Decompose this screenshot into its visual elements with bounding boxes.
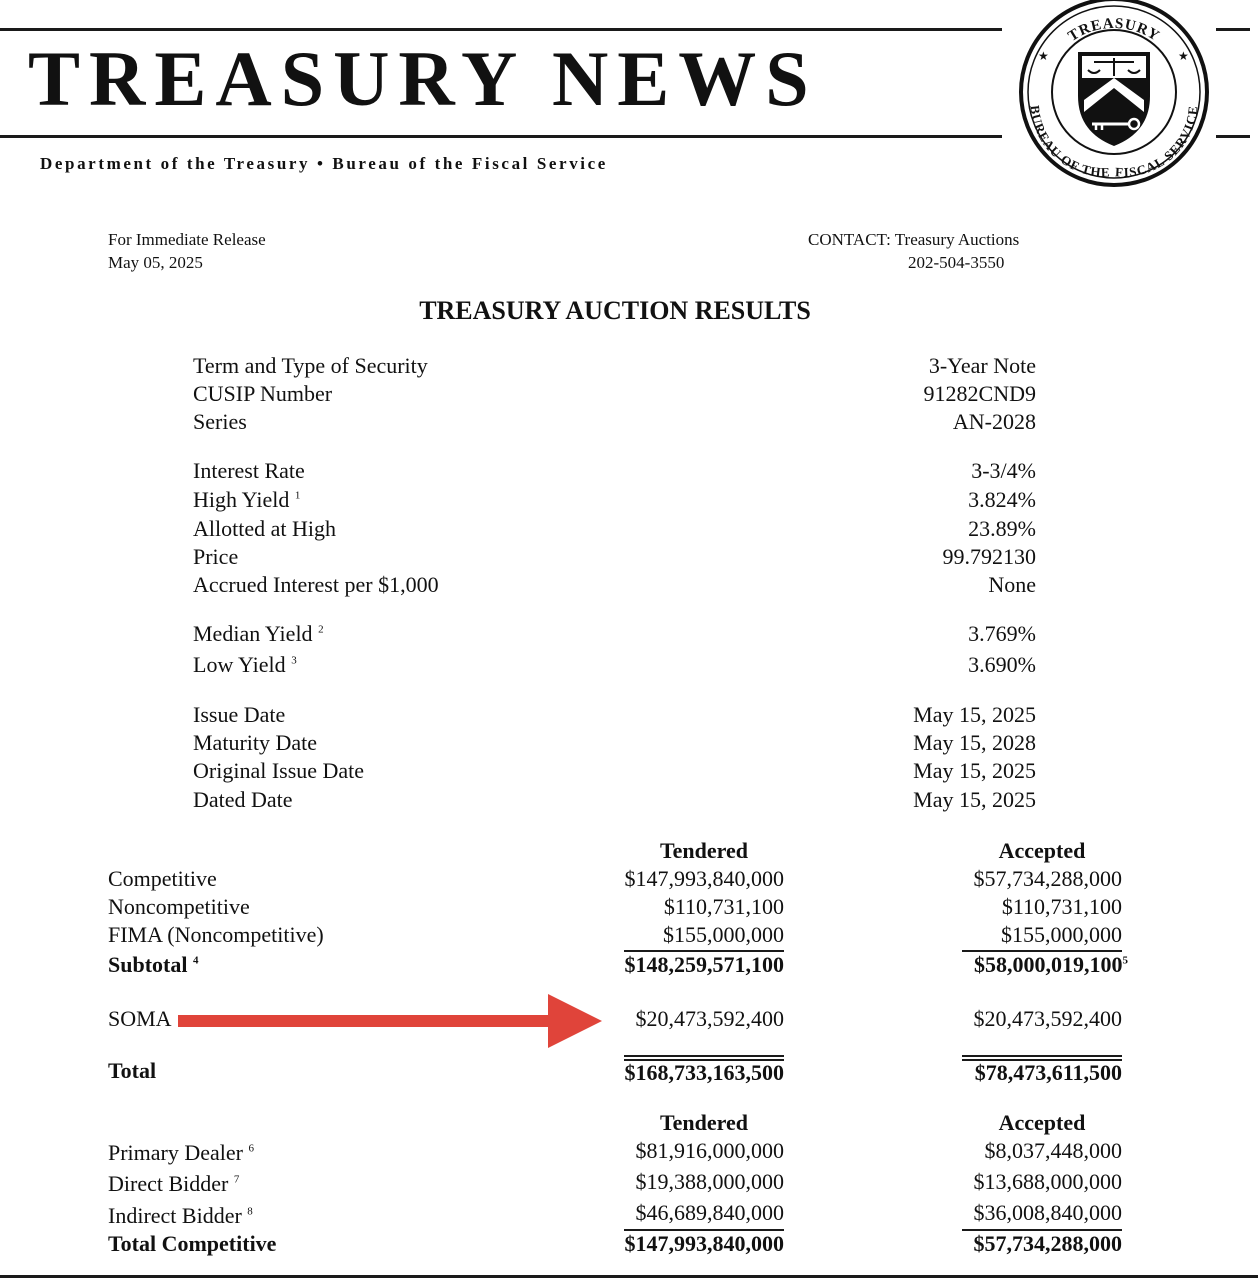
footnote-marker: 2 (318, 623, 324, 636)
tendered-value: $147,993,840,000 (624, 866, 784, 891)
release-line: For Immediate Release (108, 230, 266, 249)
accepted-value: $57,734,288,000 (973, 1231, 1122, 1256)
accepted-value: $36,008,840,000 (973, 1200, 1122, 1225)
table-row-label: Total Competitive (108, 1231, 277, 1256)
detail-label: Maturity Date (193, 730, 318, 755)
detail-value: 99.792130 (942, 544, 1036, 569)
footnote-marker: 5 (1122, 954, 1128, 967)
detail-value: May 15, 2025 (913, 787, 1036, 812)
detail-label: Interest Rate (193, 458, 305, 483)
detail-value: 3.769% (968, 621, 1036, 646)
column-header-accepted: Accepted (998, 838, 1086, 863)
contact-name: Treasury Auctions (894, 230, 1020, 249)
tendered-value: $81,916,000,000 (635, 1138, 784, 1163)
contact-line (808, 228, 1019, 251)
release-block (108, 228, 266, 274)
svg-text:★: ★ (1178, 49, 1189, 63)
table-row-label: FIMA (Noncompetitive) (108, 922, 324, 947)
masthead-title: TREASURY NEWS (28, 35, 818, 122)
table-row-label: Total (108, 1058, 157, 1083)
detail-label: Issue Date (193, 702, 286, 727)
tendered-value: $20,473,592,400 (635, 1006, 784, 1031)
tendered-value: $155,000,000 (663, 922, 784, 947)
detail-label: Low Yield $^3$ (193, 652, 297, 677)
detail-value: 3-3/4% (971, 458, 1036, 483)
column-header-tendered: Tendered (659, 1110, 749, 1135)
page-bottom-rule (0, 1275, 1258, 1278)
seal-ring-text: BUREAU OF THE FISCAL SERVICE (1027, 104, 1201, 180)
detail-label: Accrued Interest per $1,000 (193, 572, 439, 597)
detail-value: 23.89% (968, 516, 1036, 541)
detail-value: 3.690% (968, 652, 1036, 677)
table-row-label: Noncompetitive (108, 894, 250, 919)
column-header-accepted: Accepted (998, 1110, 1086, 1135)
column-header-tendered: Tendered (659, 838, 749, 863)
footnote-marker: 4 (192, 954, 199, 967)
footnote-marker: 3 (291, 654, 297, 667)
soma-highlight-arrow-icon (178, 994, 602, 1050)
tendered-value: $148,259,571,100 (624, 952, 784, 977)
accepted-value: $20,473,592,400 (973, 1006, 1122, 1031)
contact-phone: 202-504-3550 (908, 253, 1005, 272)
detail-value: None (988, 572, 1036, 597)
detail-value: 3.824% (968, 487, 1036, 512)
tendered-value: $110,731,100 (663, 894, 784, 919)
table-row-label: Subtotal $^4$ (108, 952, 199, 977)
footnote-marker: 8 (247, 1205, 253, 1218)
masthead-bottom-rule (0, 135, 1002, 138)
accepted-value: $13,688,000,000 (973, 1169, 1122, 1194)
detail-value: 91282CND9 (923, 381, 1036, 406)
detail-label: Allotted at High (193, 516, 336, 541)
release-date: May 05, 2025 (108, 253, 203, 272)
footnote-marker: 6 (248, 1142, 254, 1155)
seal-top-text: TREASURY (1065, 15, 1163, 45)
detail-value: May 15, 2025 (913, 702, 1036, 727)
accepted-value: $78,473,611,500 (974, 1060, 1122, 1085)
detail-label: Price (193, 544, 239, 569)
detail-label: Series (193, 409, 247, 434)
fiscal-service-seal-icon (1004, 0, 1224, 200)
tendered-value: $46,689,840,000 (635, 1200, 784, 1225)
footnote-marker: 1 (294, 489, 301, 502)
contact-block (808, 228, 1019, 274)
accepted-value: $58,000,019,100$^5$ (974, 952, 1128, 977)
table-row-label: Competitive (108, 866, 217, 891)
tendered-value: $19,388,000,000 (635, 1169, 784, 1194)
table-row-label: Primary Dealer $^6$ (108, 1140, 254, 1165)
detail-value: May 15, 2028 (913, 730, 1036, 755)
table-row-label: SOMA (108, 1006, 172, 1031)
detail-label: Original Issue Date (193, 758, 365, 783)
detail-label: CUSIP Number (193, 381, 333, 406)
table-row-label: Direct Bidder $^7$ (108, 1171, 240, 1196)
document-title: TREASURY AUCTION RESULTS (419, 296, 811, 325)
masthead-subtitle: Department of the Treasury • Bureau of the Fiscal Service (40, 154, 608, 173)
detail-value: AN-2028 (952, 409, 1036, 434)
detail-label: Median Yield $^2$ (193, 621, 324, 646)
tendered-value: $147,993,840,000 (624, 1231, 784, 1256)
table-row-label: Indirect Bidder $^8$ (108, 1203, 253, 1228)
detail-value: 3-Year Note (928, 353, 1036, 378)
accepted-value: $155,000,000 (1001, 922, 1122, 947)
detail-label: Dated Date (193, 787, 293, 812)
masthead-top-rule (0, 28, 1002, 31)
svg-text:★: ★ (1038, 49, 1049, 63)
contact-label: CONTACT: (808, 230, 891, 249)
footnote-marker: 7 (233, 1173, 240, 1186)
accepted-value: $8,037,448,000 (984, 1138, 1122, 1163)
accepted-value: $110,731,100 (1001, 894, 1122, 919)
detail-label: High Yield $^1$ (193, 487, 301, 512)
tendered-value: $168,733,163,500 (624, 1060, 784, 1085)
detail-label: Term and Type of Security (193, 353, 428, 378)
accepted-value: $57,734,288,000 (973, 866, 1122, 891)
detail-value: May 15, 2025 (913, 758, 1036, 783)
